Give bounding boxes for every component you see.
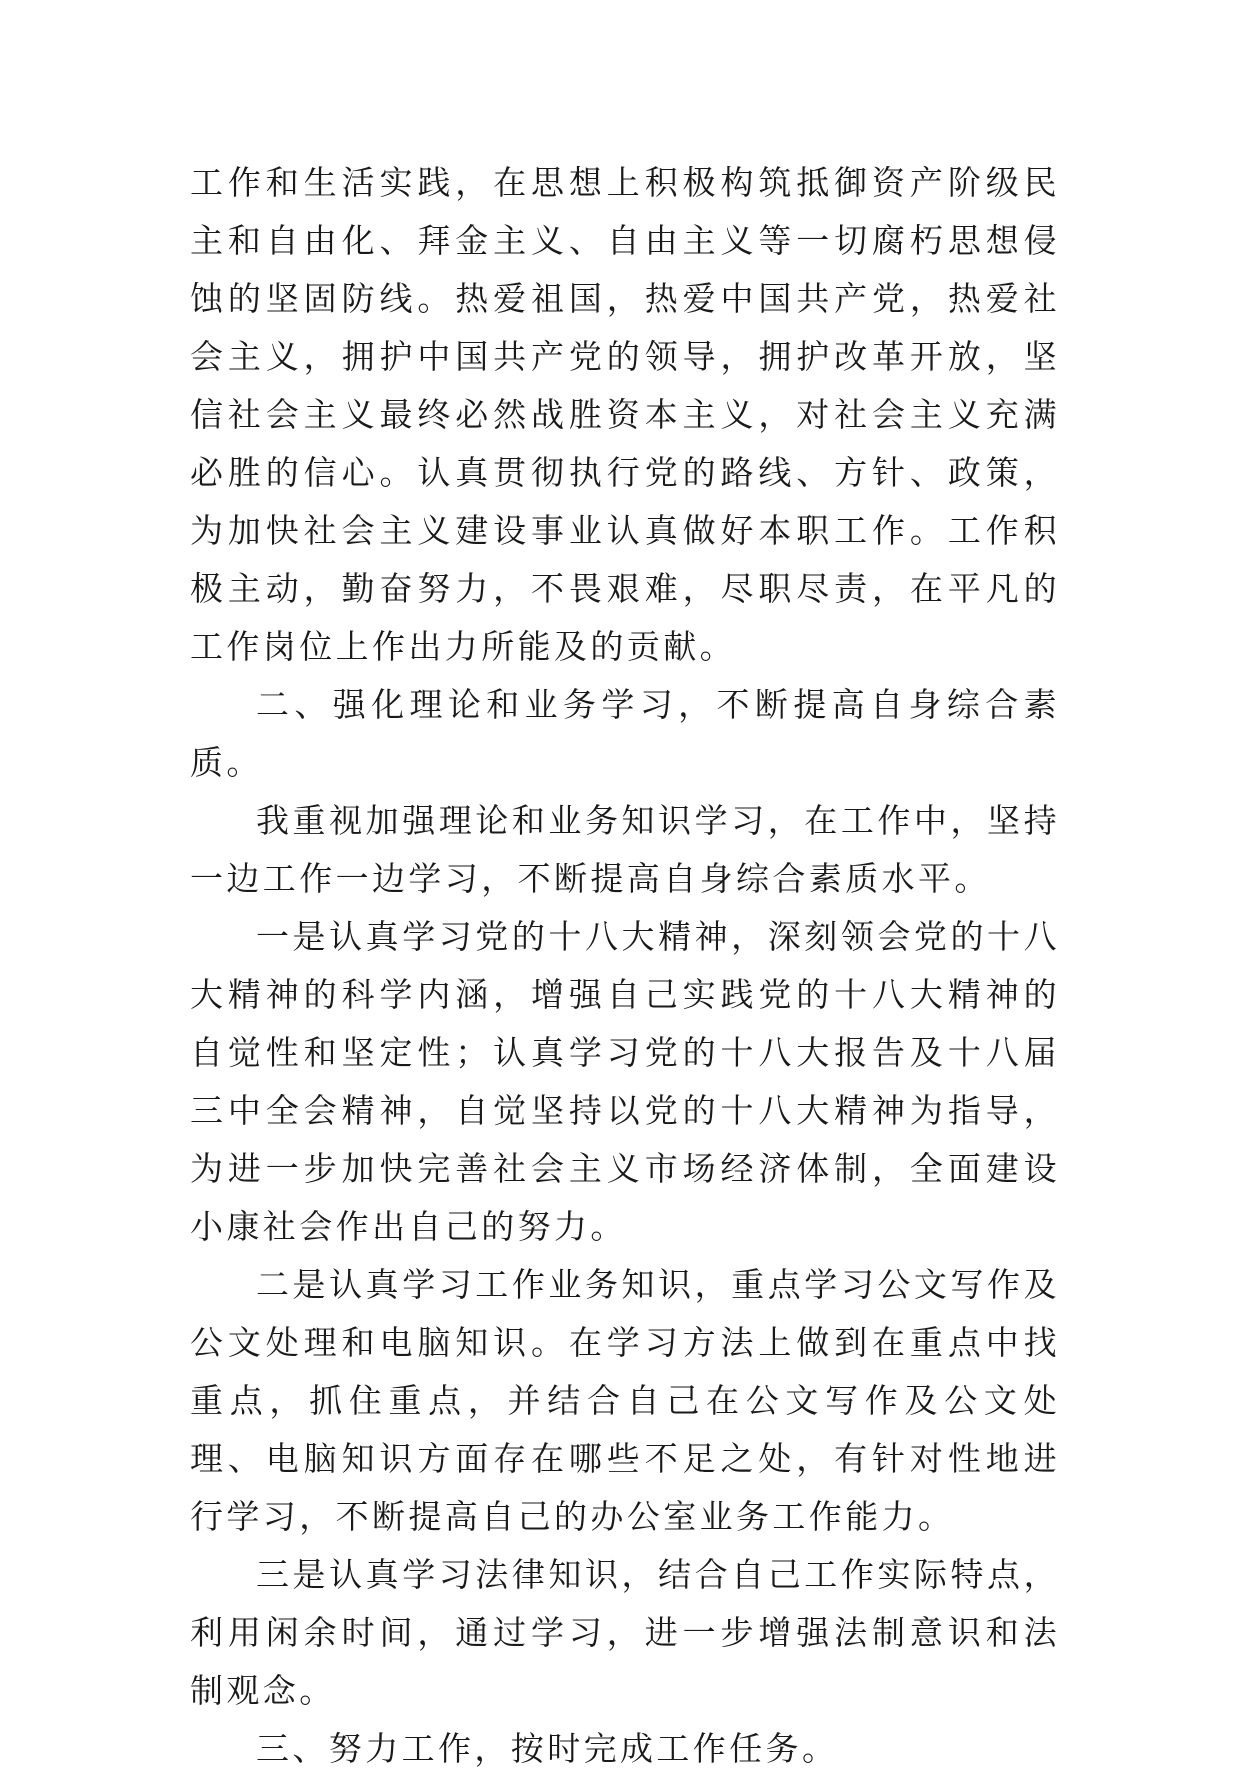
paragraph-study-intro: 我重视加强理论和业务知识学习，在工作中，坚持一边工作一边学习，不断提高自身综合素质水平。 [190,801,1060,898]
document-body [190,154,1060,1778]
section-heading-3: 三、努力工作，按时完成工作任务。 [256,1729,839,1768]
paragraph-point-3: 三是认真学习法律知识，结合自己工作实际特点，利用闲余时间，通过学习，进一步增强法制意识和法制观念。 [190,1555,1060,1710]
section-heading-2: 二、强化理论和业务学习，不断提高自身综合素质。 [190,685,1060,782]
paragraph-point-2: 二是认真学习工作业务知识，重点学习公文写作及公文处理和电脑知识。在学习方法上做到在重点中找重点，抓住重点，并结合自己在公文写作及公文处理、电脑知识方面存在哪些不足之处，有针对性地进行学习，不断提高自己的办公室业务工作能力。 [190,1265,1060,1536]
paragraph-point-1: 一是认真学习党的十八大精神，深刻领会党的十八大精神的科学内涵，增强自己实践党的十八大精神的自觉性和坚定性；认真学习党的十八大报告及十八届三中全会精神，自觉坚持以党的十八大精神为指导，为进一步加快完善社会主义市场经济体制，全面建设小康社会作出自己的努力。 [190,917,1060,1246]
paragraph-continuation: 工作和生活实践，在思想上积极构筑抵御资产阶级民主和自由化、拜金主义、自由主义等一切腐朽思想侵蚀的坚固防线。热爱祖国，热爱中国共产党，热爱社会主义，拥护中国共产党的领导，拥护改革开放，坚信社会主义最终必然战胜资本主义，对社会主义充满必胜的信心。认真贯彻执行党的路线、方针、政策，为加快社会主义建设事业认真做好本职工作。工作积极主动，勤奋努力，不畏艰难，尽职尽责，在平凡的工作岗位上作出力所能及的贡献。 [190,163,1060,666]
